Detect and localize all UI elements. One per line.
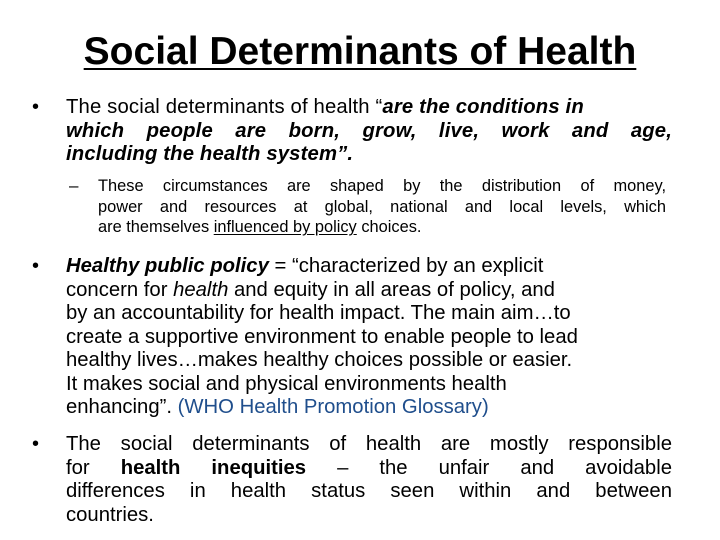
sub1-line3-post: choices. (356, 218, 422, 236)
bullet2-line1-rest: = “characterized by an explicit (268, 255, 544, 277)
bullet1-line1 (66, 96, 672, 120)
sub-bullet-text (98, 176, 666, 238)
sub-bullet-circumstances (69, 176, 666, 238)
bullet2-line2-pre: concern for (66, 278, 174, 301)
bullet1-quote-line1: are the conditions in (382, 96, 584, 118)
healthy-public-policy-term: Healthy public policy (66, 255, 269, 277)
bullet3-line3: differences in health status seen within and between (66, 480, 672, 502)
sub-bullet-marker: – (69, 176, 79, 195)
bullet-healthy-public-policy (32, 255, 672, 420)
bullet2-line5: healthy lives…makes healthy choices possible or easier. (66, 349, 573, 371)
sub1-line2: power and resources at global, national and local levels, which (98, 197, 666, 216)
slide-title: Social Determinants of Health (83, 30, 637, 73)
bullet1-quote-line2: which people are born, grow, live, work and age, (66, 119, 672, 142)
bullet-marker: • (32, 433, 40, 455)
bullet-text (66, 433, 672, 527)
bullet-marker: • (32, 255, 40, 277)
bullet2-line2 (66, 279, 672, 303)
bullet2-line2-post: and equity in all areas of policy, and (228, 278, 555, 301)
sub1-line3 (98, 217, 666, 238)
bullet3-line2 (66, 457, 672, 481)
bullet-health-inequities (32, 433, 672, 527)
bullet2-line7-pre: enhancing”. (66, 396, 178, 418)
sub1-line3-pre: are themselves (98, 218, 214, 236)
health-inequities-term: health inequities (120, 456, 307, 479)
bullet3-line4: countries. (66, 503, 154, 526)
influenced-by-policy-link[interactable]: influenced by policy (213, 218, 357, 236)
bullet2-line1 (66, 255, 672, 279)
bullet-text (66, 255, 672, 420)
who-glossary-source: (WHO Health Promotion Glossary) (177, 396, 489, 418)
bullet3-line2-pre: for (66, 456, 121, 479)
bullet2-line4: create a supportive environment to enable people to lead (66, 325, 578, 348)
bullet1-quote-line3: including the health system”. (66, 143, 354, 165)
bullet-social-determinants-definition (32, 96, 672, 167)
bullet3-line1: The social determinants of health are mostly responsible (66, 433, 672, 455)
bullet-text (66, 96, 672, 167)
bullet-marker: • (32, 96, 40, 118)
bullet2-line6: It makes social and physical environments health (66, 372, 507, 395)
bullet2-line3: by an accountability for health impact. The main aim…to (66, 302, 571, 324)
bullet2-health-italic: health (173, 278, 229, 301)
bullet2-line7 (66, 396, 672, 420)
bullet1-intro: The social determinants of health “ (66, 96, 383, 118)
bullet3-line2-post: – the unfair and avoidable (306, 456, 672, 479)
sub1-line1: These circumstances are shaped by the distribution of money, (98, 177, 666, 195)
